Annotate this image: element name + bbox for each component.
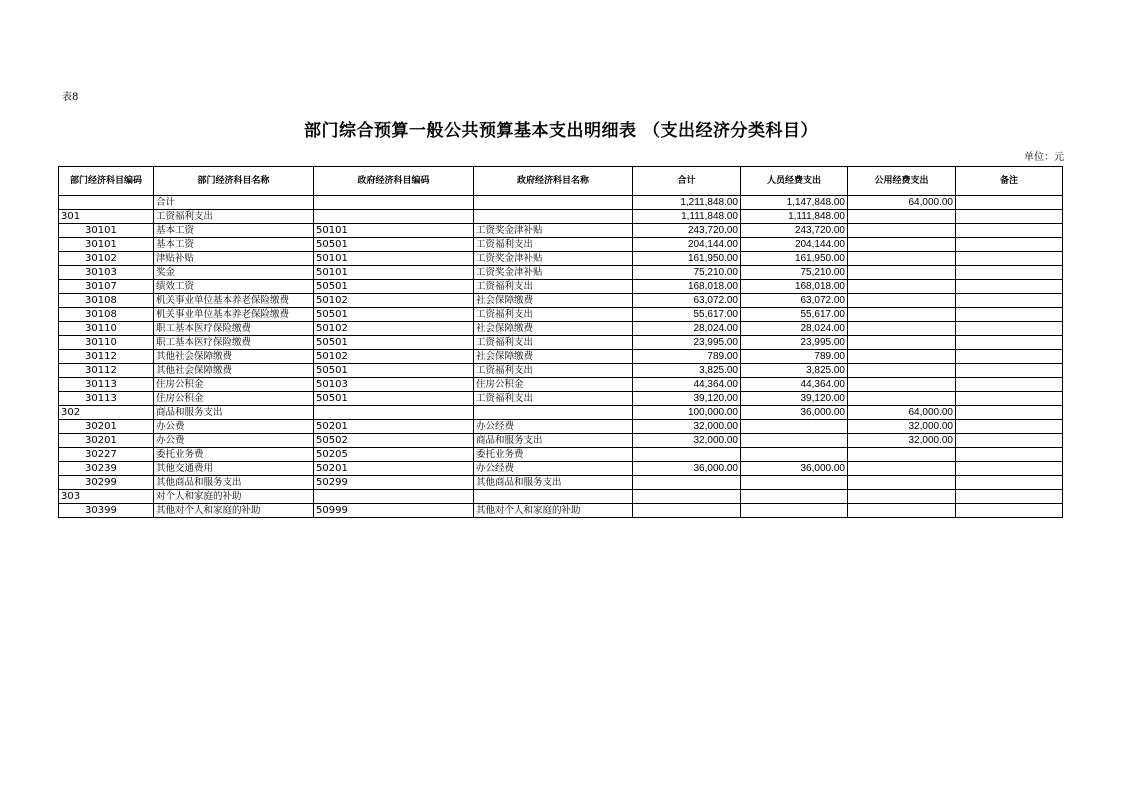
table-row — [59, 224, 1063, 238]
gov-code-cell: 50101 — [314, 266, 474, 280]
personnel-cell: 789.00 — [741, 350, 848, 364]
public-cell — [848, 448, 956, 462]
total-cell: 44,364.00 — [633, 378, 741, 392]
table-row — [59, 420, 1063, 434]
gov-name-cell: 办公经费 — [474, 462, 633, 476]
table-row — [59, 504, 1063, 518]
public-cell — [848, 476, 956, 490]
gov-name-cell: 工资奖金津补贴 — [474, 224, 633, 238]
personnel-cell: 28,024.00 — [741, 322, 848, 336]
table-row — [59, 210, 1063, 224]
personnel-cell — [741, 420, 848, 434]
personnel-cell: 3,825.00 — [741, 364, 848, 378]
personnel-cell: 75,210.00 — [741, 266, 848, 280]
public-cell — [848, 322, 956, 336]
personnel-cell: 23,995.00 — [741, 336, 848, 350]
dept-name-cell: 机关事业单位基本养老保险缴费 — [154, 308, 314, 322]
gov-name-cell — [474, 490, 633, 504]
gov-code-cell: 50201 — [314, 462, 474, 476]
personnel-cell: 36,000.00 — [741, 406, 848, 420]
gov-code-cell: 50102 — [314, 294, 474, 308]
personnel-cell: 204,144.00 — [741, 238, 848, 252]
public-cell — [848, 280, 956, 294]
dept-name-cell: 其他对个人和家庭的补助 — [154, 504, 314, 518]
dept-code-cell: 30239 — [59, 462, 154, 476]
table-row — [59, 322, 1063, 336]
total-cell: 32,000.00 — [633, 420, 741, 434]
total-cell — [633, 448, 741, 462]
dept-code-cell: 30201 — [59, 420, 154, 434]
dept-name-cell: 基本工资 — [154, 238, 314, 252]
gov-name-cell: 委托业务费 — [474, 448, 633, 462]
note-cell — [956, 364, 1063, 378]
dept-code-cell: 30399 — [59, 504, 154, 518]
dept-code-cell: 30110 — [59, 336, 154, 350]
gov-code-cell: 50501 — [314, 280, 474, 294]
dept-name-cell: 住房公积金 — [154, 392, 314, 406]
table-row — [59, 280, 1063, 294]
note-cell — [956, 252, 1063, 266]
page-title: 部门综合预算一般公共预算基本支出明细表 （支出经济分类科目） — [304, 121, 818, 141]
personnel-cell: 36,000.00 — [741, 462, 848, 476]
gov-name-cell: 工资福利支出 — [474, 238, 633, 252]
dept-name-cell: 合计 — [154, 196, 314, 210]
personnel-cell: 161,950.00 — [741, 252, 848, 266]
table-row — [59, 448, 1063, 462]
total-cell: 23,995.00 — [633, 336, 741, 350]
gov-name-cell: 社会保障缴费 — [474, 294, 633, 308]
gov-name-cell: 工资福利支出 — [474, 392, 633, 406]
dept-code-cell: 30227 — [59, 448, 154, 462]
note-cell — [956, 196, 1063, 210]
table-row — [59, 350, 1063, 364]
personnel-cell: 44,364.00 — [741, 378, 848, 392]
dept-code-cell: 30103 — [59, 266, 154, 280]
personnel-cell — [741, 504, 848, 518]
dept-name-cell: 工资福利支出 — [154, 210, 314, 224]
dept-code-cell: 30113 — [59, 392, 154, 406]
unit-label: 单位：元 — [1024, 152, 1064, 163]
dept-name-cell: 对个人和家庭的补助 — [154, 490, 314, 504]
gov-code-cell: 50999 — [314, 504, 474, 518]
public-cell — [848, 378, 956, 392]
dept-code-cell: 30113 — [59, 378, 154, 392]
table-row — [59, 378, 1063, 392]
dept-name-cell: 职工基本医疗保险缴费 — [154, 336, 314, 350]
gov-name-cell: 工资福利支出 — [474, 364, 633, 378]
note-cell — [956, 378, 1063, 392]
col-header-gov-name: 政府经济科目名称 — [474, 167, 633, 196]
total-cell — [633, 490, 741, 504]
table-row — [59, 266, 1063, 280]
public-cell — [848, 490, 956, 504]
public-cell — [848, 392, 956, 406]
col-header-gov-code: 政府经济科目编码 — [314, 167, 474, 196]
personnel-cell: 168,018.00 — [741, 280, 848, 294]
total-cell: 3,825.00 — [633, 364, 741, 378]
total-cell: 100,000.00 — [633, 406, 741, 420]
personnel-cell: 63,072.00 — [741, 294, 848, 308]
table-row — [59, 462, 1063, 476]
gov-code-cell: 50102 — [314, 322, 474, 336]
gov-name-cell: 其他商品和服务支出 — [474, 476, 633, 490]
dept-code-cell: 302 — [59, 406, 154, 420]
public-cell: 32,000.00 — [848, 434, 956, 448]
total-cell — [633, 476, 741, 490]
public-cell: 64,000.00 — [848, 196, 956, 210]
dept-name-cell: 绩效工资 — [154, 280, 314, 294]
public-cell — [848, 364, 956, 378]
note-cell — [956, 280, 1063, 294]
total-cell: 243,720.00 — [633, 224, 741, 238]
table-row — [59, 392, 1063, 406]
total-cell: 63,072.00 — [633, 294, 741, 308]
gov-code-cell: 50501 — [314, 364, 474, 378]
personnel-cell — [741, 490, 848, 504]
gov-code-cell: 50101 — [314, 252, 474, 266]
table-row — [59, 434, 1063, 448]
note-cell — [956, 420, 1063, 434]
gov-code-cell: 50501 — [314, 238, 474, 252]
total-cell: 55,617.00 — [633, 308, 741, 322]
dept-name-cell: 住房公积金 — [154, 378, 314, 392]
note-cell — [956, 434, 1063, 448]
gov-name-cell: 其他对个人和家庭的补助 — [474, 504, 633, 518]
gov-name-cell: 社会保障缴费 — [474, 322, 633, 336]
total-cell: 204,144.00 — [633, 238, 741, 252]
gov-code-cell: 50103 — [314, 378, 474, 392]
table-row — [59, 406, 1063, 420]
public-cell — [848, 462, 956, 476]
public-cell — [848, 238, 956, 252]
public-cell — [848, 224, 956, 238]
note-cell — [956, 238, 1063, 252]
col-header-personnel: 人员经费支出 — [741, 167, 848, 196]
gov-code-cell: 50501 — [314, 392, 474, 406]
dept-name-cell: 委托业务费 — [154, 448, 314, 462]
dept-name-cell: 办公费 — [154, 434, 314, 448]
dept-name-cell: 商品和服务支出 — [154, 406, 314, 420]
budget-table — [58, 166, 1063, 518]
personnel-cell — [741, 448, 848, 462]
total-cell: 1,111,848.00 — [633, 210, 741, 224]
public-cell — [848, 266, 956, 280]
table-row — [59, 308, 1063, 322]
note-cell — [956, 210, 1063, 224]
dept-code-cell: 30112 — [59, 350, 154, 364]
gov-code-cell: 50501 — [314, 336, 474, 350]
dept-code-cell: 30101 — [59, 238, 154, 252]
dept-name-cell: 奖金 — [154, 266, 314, 280]
note-cell — [956, 504, 1063, 518]
table-row — [59, 364, 1063, 378]
note-cell — [956, 448, 1063, 462]
dept-code-cell — [59, 196, 154, 210]
note-cell — [956, 294, 1063, 308]
public-cell: 32,000.00 — [848, 420, 956, 434]
total-cell: 1,211,848.00 — [633, 196, 741, 210]
note-cell — [956, 392, 1063, 406]
table-row — [59, 252, 1063, 266]
total-cell: 161,950.00 — [633, 252, 741, 266]
gov-name-cell: 工资奖金津补贴 — [474, 252, 633, 266]
total-cell: 789.00 — [633, 350, 741, 364]
personnel-cell: 1,147,848.00 — [741, 196, 848, 210]
dept-code-cell: 30107 — [59, 280, 154, 294]
note-cell — [956, 266, 1063, 280]
gov-name-cell: 住房公积金 — [474, 378, 633, 392]
gov-name-cell — [474, 196, 633, 210]
table-row — [59, 238, 1063, 252]
dept-name-cell: 其他商品和服务支出 — [154, 476, 314, 490]
personnel-cell: 1,111,848.00 — [741, 210, 848, 224]
note-cell — [956, 350, 1063, 364]
total-cell: 168,018.00 — [633, 280, 741, 294]
gov-code-cell: 50102 — [314, 350, 474, 364]
gov-code-cell: 50501 — [314, 308, 474, 322]
public-cell — [848, 210, 956, 224]
public-cell — [848, 336, 956, 350]
total-cell: 36,000.00 — [633, 462, 741, 476]
note-cell — [956, 322, 1063, 336]
note-cell — [956, 490, 1063, 504]
dept-name-cell: 其他交通费用 — [154, 462, 314, 476]
total-cell: 28,024.00 — [633, 322, 741, 336]
note-cell — [956, 406, 1063, 420]
note-cell — [956, 336, 1063, 350]
personnel-cell — [741, 434, 848, 448]
table-row — [59, 476, 1063, 490]
gov-code-cell: 50299 — [314, 476, 474, 490]
table-number: 表8 — [62, 92, 79, 103]
dept-code-cell: 30110 — [59, 322, 154, 336]
gov-name-cell: 社会保障缴费 — [474, 350, 633, 364]
dept-name-cell: 办公费 — [154, 420, 314, 434]
gov-code-cell — [314, 490, 474, 504]
table-row — [59, 196, 1063, 210]
table-row — [59, 490, 1063, 504]
note-cell — [956, 308, 1063, 322]
personnel-cell: 39,120.00 — [741, 392, 848, 406]
personnel-cell: 243,720.00 — [741, 224, 848, 238]
dept-name-cell: 基本工资 — [154, 224, 314, 238]
col-header-public: 公用经费支出 — [848, 167, 956, 196]
personnel-cell — [741, 476, 848, 490]
public-cell — [848, 350, 956, 364]
note-cell — [956, 476, 1063, 490]
gov-code-cell: 50205 — [314, 448, 474, 462]
gov-code-cell: 50502 — [314, 434, 474, 448]
col-header-dept-code: 部门经济科目编码 — [59, 167, 154, 196]
dept-code-cell: 30299 — [59, 476, 154, 490]
dept-code-cell: 301 — [59, 210, 154, 224]
dept-name-cell: 其他社会保障缴费 — [154, 364, 314, 378]
total-cell: 75,210.00 — [633, 266, 741, 280]
gov-name-cell: 办公经费 — [474, 420, 633, 434]
dept-code-cell: 30108 — [59, 294, 154, 308]
gov-name-cell: 工资福利支出 — [474, 336, 633, 350]
dept-code-cell: 30108 — [59, 308, 154, 322]
dept-code-cell: 30102 — [59, 252, 154, 266]
public-cell: 64,000.00 — [848, 406, 956, 420]
gov-code-cell: 50101 — [314, 224, 474, 238]
gov-name-cell — [474, 406, 633, 420]
dept-name-cell: 职工基本医疗保险缴费 — [154, 322, 314, 336]
col-header-dept-name: 部门经济科目名称 — [154, 167, 314, 196]
total-cell: 32,000.00 — [633, 434, 741, 448]
table-body — [59, 196, 1063, 518]
total-cell: 39,120.00 — [633, 392, 741, 406]
total-cell — [633, 504, 741, 518]
dept-name-cell: 津贴补贴 — [154, 252, 314, 266]
dept-code-cell: 30101 — [59, 224, 154, 238]
public-cell — [848, 294, 956, 308]
gov-code-cell: 50201 — [314, 420, 474, 434]
gov-name-cell: 工资福利支出 — [474, 280, 633, 294]
table-row — [59, 294, 1063, 308]
gov-name-cell — [474, 210, 633, 224]
dept-name-cell: 机关事业单位基本养老保险缴费 — [154, 294, 314, 308]
dept-code-cell: 30112 — [59, 364, 154, 378]
header-row — [59, 167, 1063, 196]
col-header-note: 备注 — [956, 167, 1063, 196]
gov-code-cell — [314, 196, 474, 210]
dept-name-cell: 其他社会保障缴费 — [154, 350, 314, 364]
public-cell — [848, 252, 956, 266]
dept-code-cell: 30201 — [59, 434, 154, 448]
gov-code-cell — [314, 406, 474, 420]
public-cell — [848, 308, 956, 322]
gov-name-cell: 工资福利支出 — [474, 308, 633, 322]
dept-code-cell: 303 — [59, 490, 154, 504]
note-cell — [956, 462, 1063, 476]
gov-name-cell: 商品和服务支出 — [474, 434, 633, 448]
gov-name-cell: 工资奖金津补贴 — [474, 266, 633, 280]
gov-code-cell — [314, 210, 474, 224]
public-cell — [848, 504, 956, 518]
table-row — [59, 336, 1063, 350]
col-header-total: 合计 — [633, 167, 741, 196]
note-cell — [956, 224, 1063, 238]
personnel-cell: 55,617.00 — [741, 308, 848, 322]
